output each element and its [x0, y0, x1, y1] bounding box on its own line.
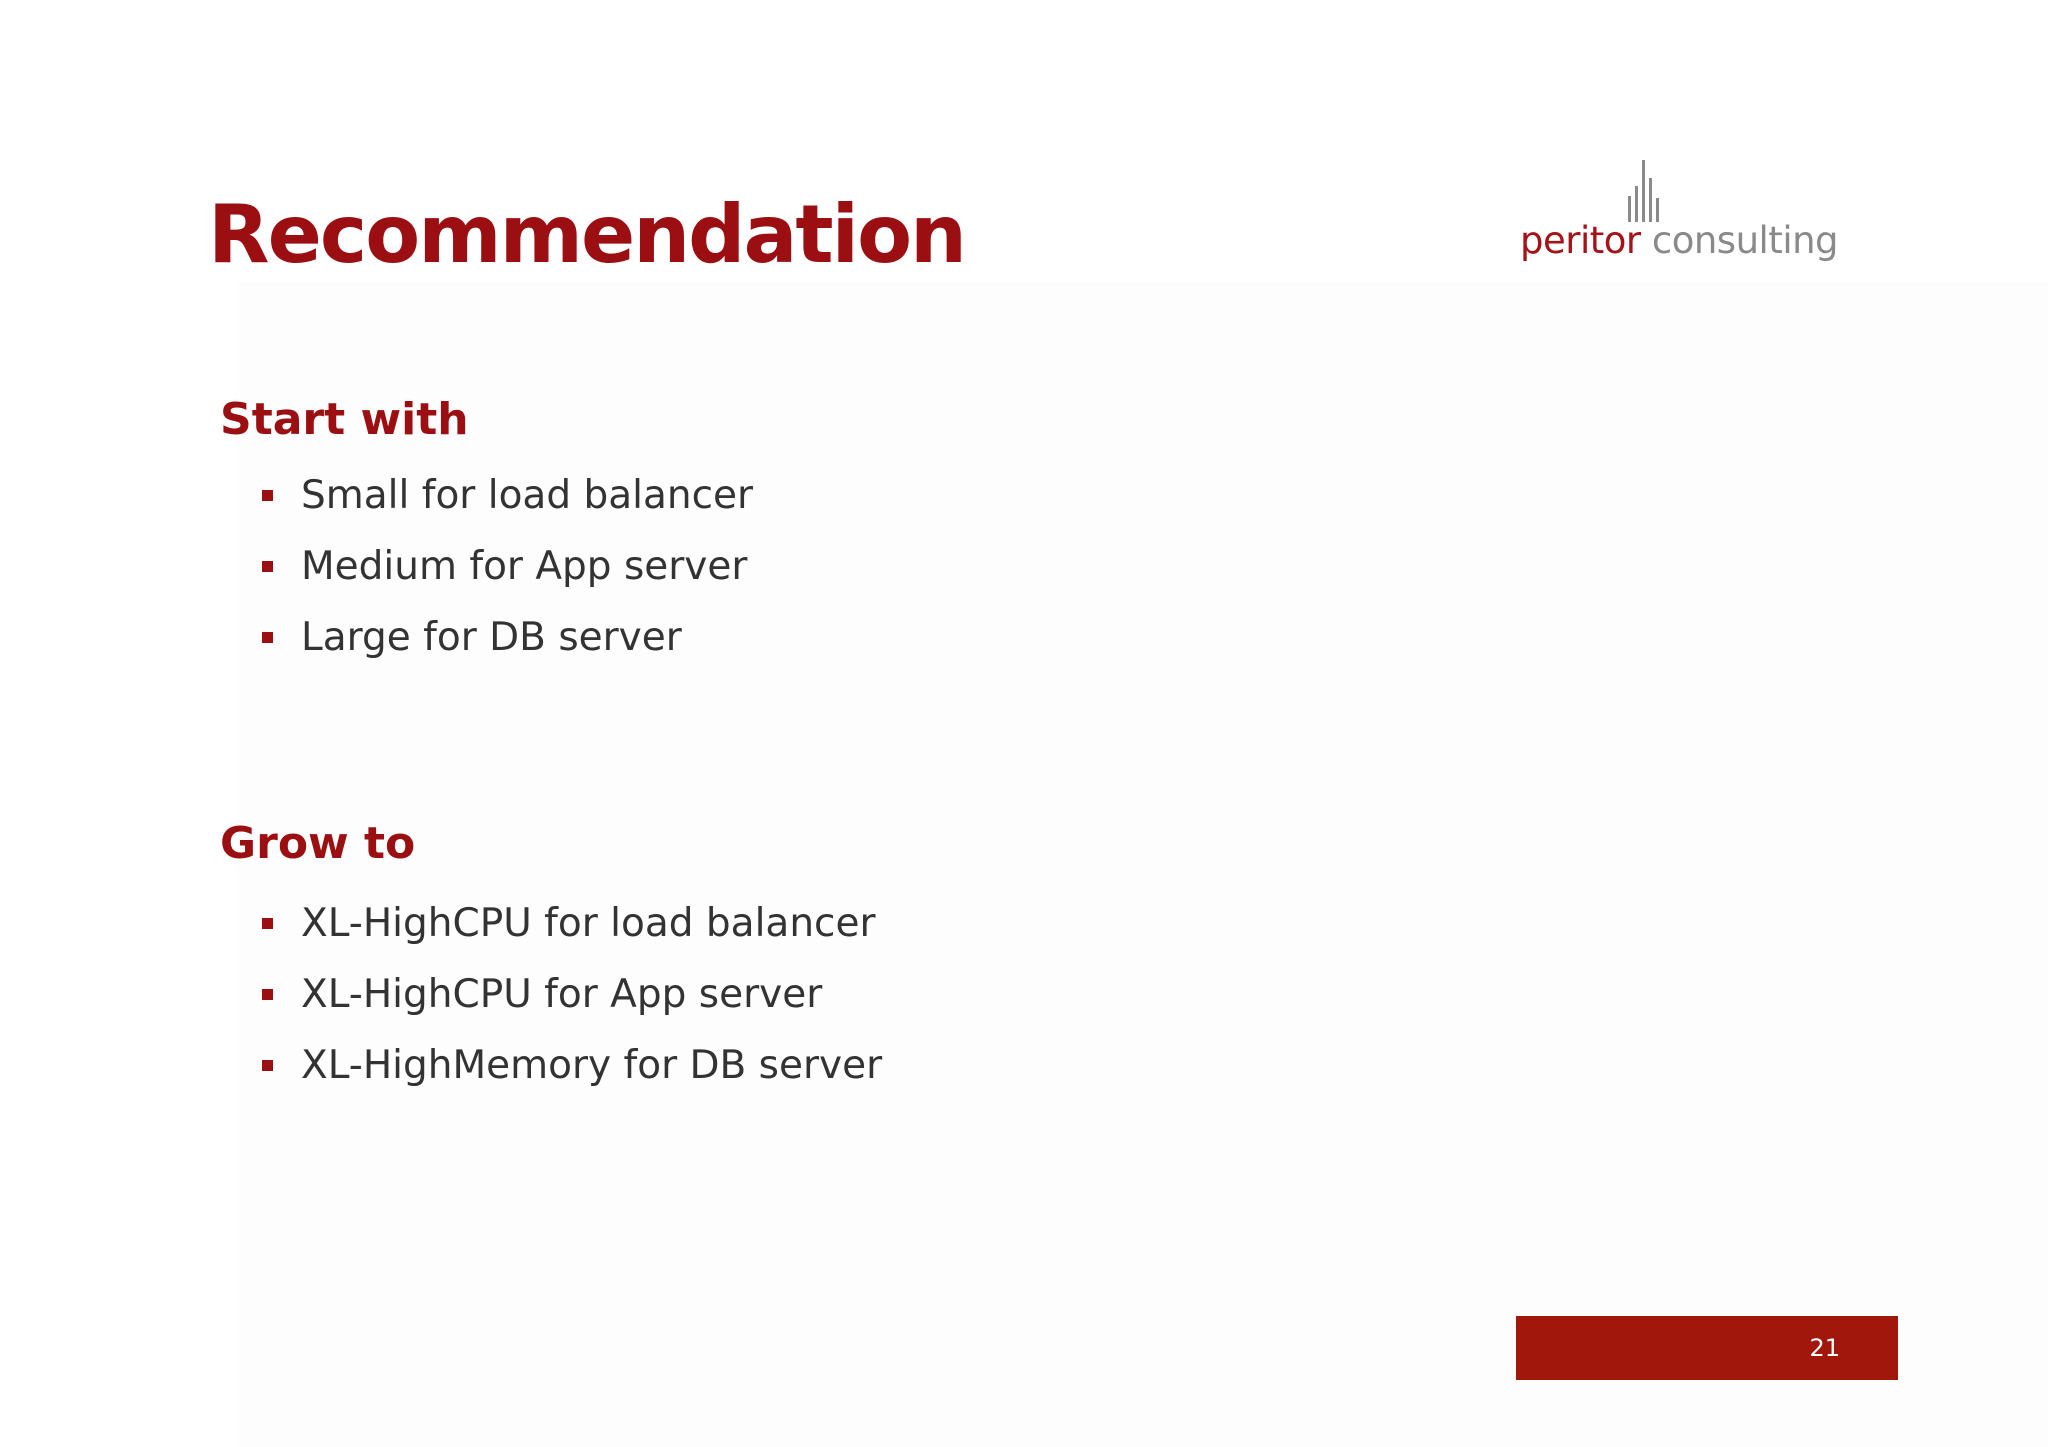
- peritor-consulting-logo: [1516, 158, 1846, 278]
- list-item: [262, 888, 882, 959]
- list-item: [262, 531, 753, 602]
- square-bullet-icon: [262, 1060, 273, 1071]
- section-heading-start-with: Start with: [220, 394, 469, 445]
- section-heading-grow-to: Grow to: [220, 818, 416, 869]
- logo-word-consulting: consulting: [1651, 219, 1839, 262]
- list-item-text: Large for DB server: [301, 615, 682, 660]
- start-with-list: [262, 460, 753, 673]
- list-item-text: XL-HighCPU for App server: [301, 972, 823, 1017]
- square-bullet-icon: [262, 989, 273, 1000]
- square-bullet-icon: [262, 561, 273, 572]
- list-item-text: Medium for App server: [301, 544, 748, 589]
- square-bullet-icon: [262, 918, 273, 929]
- list-item-text: XL-HighCPU for load balancer: [301, 901, 876, 946]
- logo-wordmark: [1520, 216, 1838, 266]
- list-item-text: XL-HighMemory for DB server: [301, 1043, 883, 1088]
- grow-to-list: [262, 888, 882, 1101]
- list-item-text: Small for load balancer: [301, 473, 754, 518]
- slide-title: Recommendation: [208, 188, 965, 281]
- square-bullet-icon: [262, 632, 273, 643]
- list-item: [262, 460, 753, 531]
- page-number-bar: [1516, 1316, 1898, 1380]
- square-bullet-icon: [262, 490, 273, 501]
- bar-chart-logo-mark-icon: [1626, 158, 1666, 224]
- page-number: 21: [1809, 1334, 1840, 1362]
- list-item: [262, 1030, 882, 1101]
- content-panel-background: [236, 282, 2048, 1447]
- list-item: [262, 602, 753, 673]
- logo-word-peritor: peritor: [1520, 219, 1641, 262]
- list-item: [262, 959, 882, 1030]
